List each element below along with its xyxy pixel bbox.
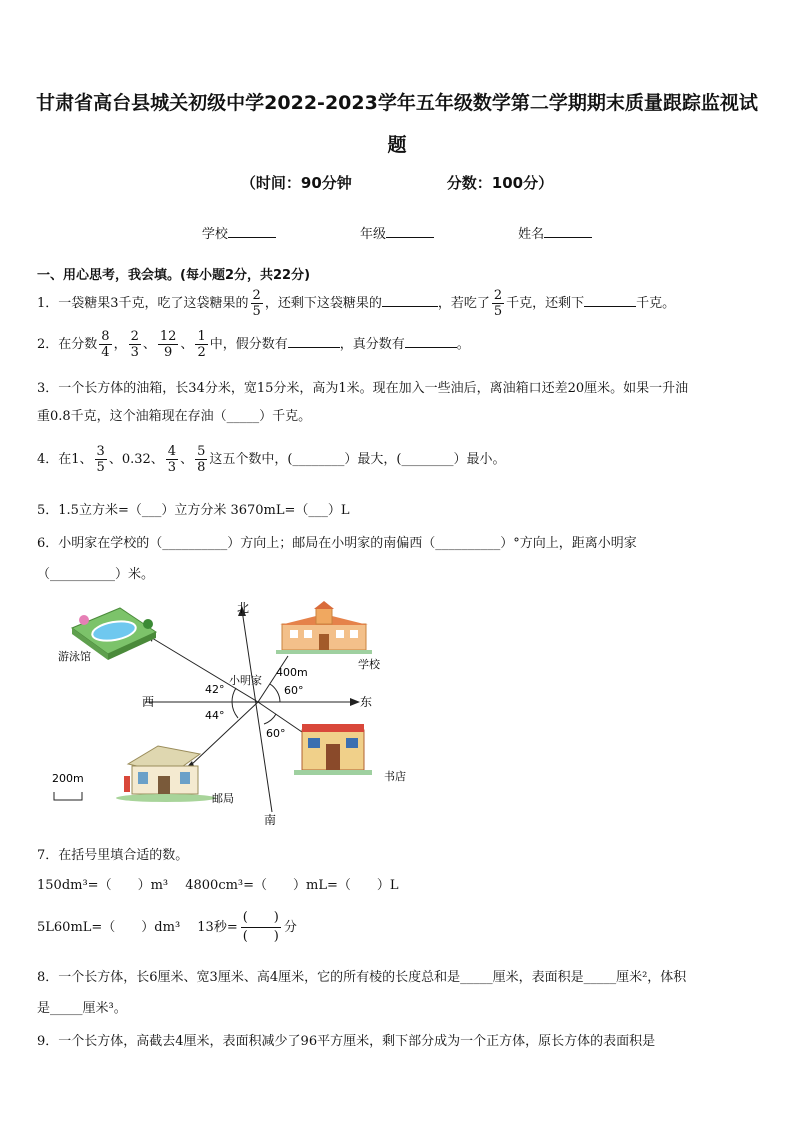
pool-label: 游泳馆	[58, 650, 91, 663]
school-label: 学校	[358, 658, 380, 671]
east-label: 东	[360, 695, 373, 709]
north-label: 北	[237, 601, 250, 615]
bookstore-label: 书店	[384, 770, 406, 783]
exam-score: 分数：100分）	[446, 174, 554, 192]
fraction: $\frac{2}{5}$	[252, 288, 261, 319]
question-9: 9．一个长方体，高截去4厘米，表面积减少了96平方厘米，剩下部分成为一个正方体，原长方体的表面积是	[37, 1034, 656, 1049]
south-label: 南	[264, 813, 277, 827]
question-7-line2: 5L60mL=（ ）dm³ 13秒= ( ) ( ) 分	[37, 910, 297, 944]
school-label: 学校	[201, 227, 228, 242]
question-1: 1．一袋糖果3千克，吃了这袋糖果的 $\frac{2}{5}$ ，还剩下这袋糖果的 ，若吃了 $\frac{2}{5}$ 千克，还剩下 千克。	[37, 288, 676, 319]
fraction: $\frac{2}{3}$	[130, 329, 139, 360]
post-office-icon	[116, 746, 216, 802]
school-icon	[276, 601, 372, 654]
question-6-line2: （__________）米。	[37, 567, 155, 582]
angle-post-label: 44°	[205, 709, 225, 722]
question-7-heading: 7．在括号里填合适的数。	[37, 848, 189, 863]
answer-blank[interactable]	[382, 295, 438, 307]
exam-meta	[0, 172, 794, 193]
scale-bar	[54, 792, 82, 800]
direction-map	[40, 598, 420, 830]
school-blank[interactable]	[228, 225, 276, 238]
question-2: 2．在分数 $\frac{8}{4}$ ， $\frac{2}{3}$ 、 $\frac{12}{9}$ 、 $\frac{1}{2}$ 中，假分数有 ，真分数有 。	[37, 329, 470, 360]
west-label: 西	[142, 695, 155, 709]
fraction-blank[interactable]: ( ) ( )	[242, 910, 279, 944]
post-label: 邮局	[212, 792, 234, 805]
scale-label: 200m	[52, 772, 84, 785]
fraction: $\frac{1}{2}$	[197, 329, 206, 360]
home-label: 小明家	[229, 674, 262, 687]
page-title: 甘肃省高台县城关初级中学2022-2023学年五年级数学第二学期期末质量跟踪监视试	[36, 92, 758, 114]
grade-label: 年级	[359, 227, 386, 242]
answer-blank[interactable]	[405, 336, 457, 348]
distance-label: 400m	[276, 666, 308, 679]
student-info	[0, 223, 794, 242]
question-3-line1: 3．一个长方体的油箱，长34分米，宽15分米，高为1米。现在加入一些油后，离油箱口还差20厘米。如果一升油	[37, 381, 689, 396]
question-6-line1: 6．小明家在学校的（__________）方向上；邮局在小明家的南偏西（__________）°方向上，距离小明家	[37, 536, 637, 551]
fraction: $\frac{2}{5}$	[493, 288, 503, 319]
question-3-line2: 重0.8千克，这个油箱现在存油（_____）千克。	[37, 409, 312, 424]
fraction: $\frac{3}{5}$	[96, 444, 105, 475]
angle-school-label: 60°	[284, 684, 304, 697]
grade-blank[interactable]	[386, 225, 434, 238]
name-blank[interactable]	[544, 225, 592, 238]
question-8-line1: 8．一个长方体，长6厘米、宽3厘米、高4厘米，它的所有棱的长度总和是_____厘米，表面积是_____厘米²，体积	[37, 970, 687, 985]
question-7-line1: 150dm³=（ ）m³ 4800cm³=（ ）mL=（ ）L	[37, 878, 399, 893]
section-heading: 一、用心思考，我会填。(每小题2分，共22分)	[37, 268, 311, 283]
answer-blank[interactable]	[584, 295, 636, 307]
question-4: 4．在1、 $\frac{3}{5}$ 、0.32、 $\frac{4}{3}$ 、 $\frac{5}{8}$ 这五个数中，(________）最大，(________）最小。	[37, 444, 506, 475]
angle-pool-label: 42°	[205, 683, 225, 696]
fraction: $\frac{5}{8}$	[197, 444, 206, 475]
bookstore-icon	[294, 724, 372, 775]
fraction: $\frac{4}{3}$	[167, 444, 177, 475]
answer-blank[interactable]	[288, 336, 340, 348]
question-5: 5．1.5立方米=（___）立方分米 3670mL=（___）L	[37, 503, 350, 518]
fraction: $\frac{12}{9}$	[159, 329, 177, 360]
question-8-line2: 是_____厘米³。	[37, 1001, 127, 1016]
fraction: $\frac{8}{4}$	[101, 329, 110, 360]
exam-time: （时间：90分钟	[240, 174, 352, 192]
page-title-continued: 题	[387, 134, 407, 156]
name-label: 姓名	[518, 227, 545, 242]
angle-book-label: 60°	[266, 727, 286, 740]
